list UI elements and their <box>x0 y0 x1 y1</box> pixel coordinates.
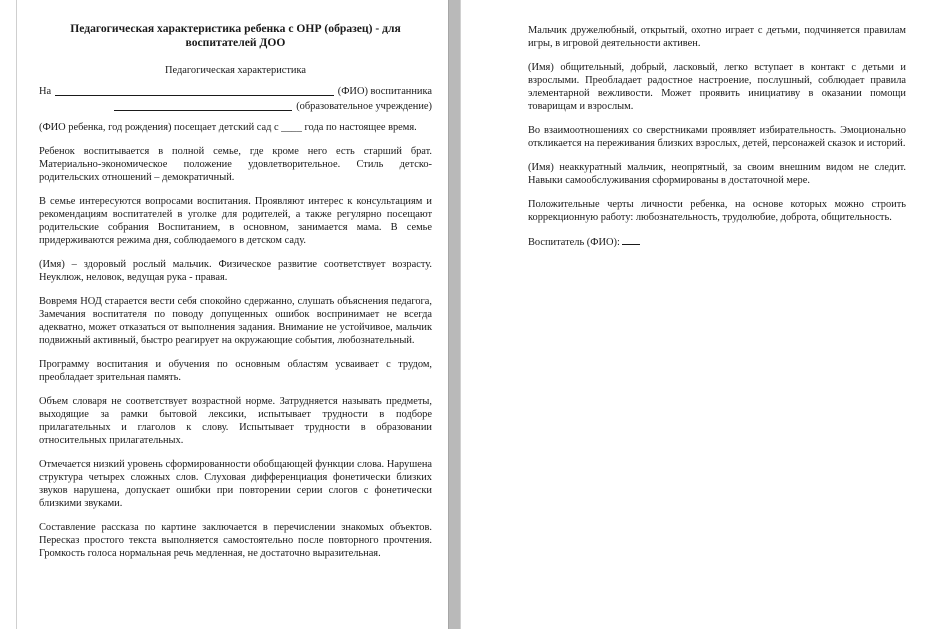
paragraph-family: Ребенок воспитывается в полной семье, где кроме него есть старший брат. Материально-экономическое положение удовлетворительное. Стиль детско-родительских отношений – демократичный. <box>39 146 432 183</box>
signature-label: Воспитатель (ФИО): <box>528 237 620 248</box>
paragraph-generalization: Отмечается низкий уровень сформированности обобщающей функции слова. Нарушена структура четырех сложных слов. Слуховая дифференциация фонетически близких звуков нарушена, допускает ошибки при повторении серии слогов с фонетически близкими звуками. <box>39 459 432 509</box>
paragraph-program: Программу воспитания и обучения по основным областям усваивает с трудом, преобладает зрительная память. <box>39 359 432 383</box>
document-subtitle: Педагогическая характеристика <box>165 65 306 76</box>
paragraph-upbringing: В семье интересуются вопросами воспитания. Проявляют интерес к консультациям и рекомендациям воспитателей в уголке для родителей, а также регулярно посещают родительские собрания Воспитанием, в основном, занимается мама. В семье придерживаются режима дня, соблюдаемого в детском саду. <box>39 196 432 246</box>
paragraph-friendly: Мальчик дружелюбный, открытый, охотно играет с детьми, подчиняется правилам игры, в игровой деятельности активен. <box>528 25 906 49</box>
page-right-content <box>528 24 906 260</box>
paragraph-attendance: (ФИО ребенка, год рождения) посещает детский сад с ____ года по настоящее время. <box>39 122 417 133</box>
signature-line <box>528 235 906 249</box>
institution-suffix-label: (образовательное учреждение) <box>296 101 432 112</box>
document-title: Педагогическая характеристика ребенка с ОНР (образец) - для воспитателей ДОО <box>70 22 401 49</box>
paragraph-neatness: (Имя) неаккуратный мальчик, неопрятный, за своим внешним видом не следит. Навыки самообслуживания сформированы в достаточной мере. <box>528 162 906 186</box>
fio-suffix-label: (ФИО) воспитанника <box>337 86 432 97</box>
recipient-label: На <box>39 86 52 97</box>
page-gutter <box>448 0 461 629</box>
page-right <box>463 0 918 629</box>
recipient-field <box>39 85 432 98</box>
institution-blank-line <box>114 100 292 111</box>
institution-field <box>39 100 432 113</box>
recipient-blank-line <box>55 85 334 96</box>
paragraph-peers: Во взаимоотношениях со сверстниками проявляет избирательность. Эмоционально откликается на переживания близких взрослых, детей, персонажей сказок и историй. <box>528 125 906 149</box>
paragraph-vocabulary: Объем словаря не соответствует возрастной норме. Затрудняется называть предметы, выходящие за рамки бытовой лексики, испытывает трудности в подборе прилагательных и глаголов к слову. Испытывает трудности в образовании относительных прилагательных. <box>39 396 432 446</box>
paragraph-storytelling: Составление рассказа по картине заключается в перечислении знакомых объектов. Пересказ простого текста выполняется самостоятельно после повторного прочтения. Громкость голоса нормальная речь медленная, не достаточно выразительная. <box>39 522 432 559</box>
paragraph-sociable: (Имя) общительный, добрый, ласковый, легко вступает в контакт с детьми и взрослыми. Преобладает радостное настроение, послушный, соблюдает правила элементарной вежливости. Может проявить инициативу в оказании помощи товарищам и взрослым. <box>528 62 906 112</box>
page-left-content <box>39 22 432 571</box>
signature-blank-line <box>622 235 640 245</box>
page-left <box>16 0 448 629</box>
paragraph-physical: (Имя) – здоровый рослый мальчик. Физическое развитие соответствует возрасту. Неуклюж, неловок, ведущая рука - правая. <box>39 259 432 283</box>
paragraph-positive-traits: Положительные черты личности ребенка, на основе которых можно строить коррекционную работу: любознательность, трудолюбие, доброта, общительность. <box>528 199 906 223</box>
paragraph-behavior: Вовремя НОД старается вести себя спокойно сдержанно, слушать объяснения педагога, Замечания воспитателя по поводу допущенных ошибок воспринимает не всегда адекватно, может отказаться от выполнения задания. Внимание не устойчивое, мальчик подвижный активный, быстро реагирует на окружающие события, любознательный. <box>39 296 432 346</box>
